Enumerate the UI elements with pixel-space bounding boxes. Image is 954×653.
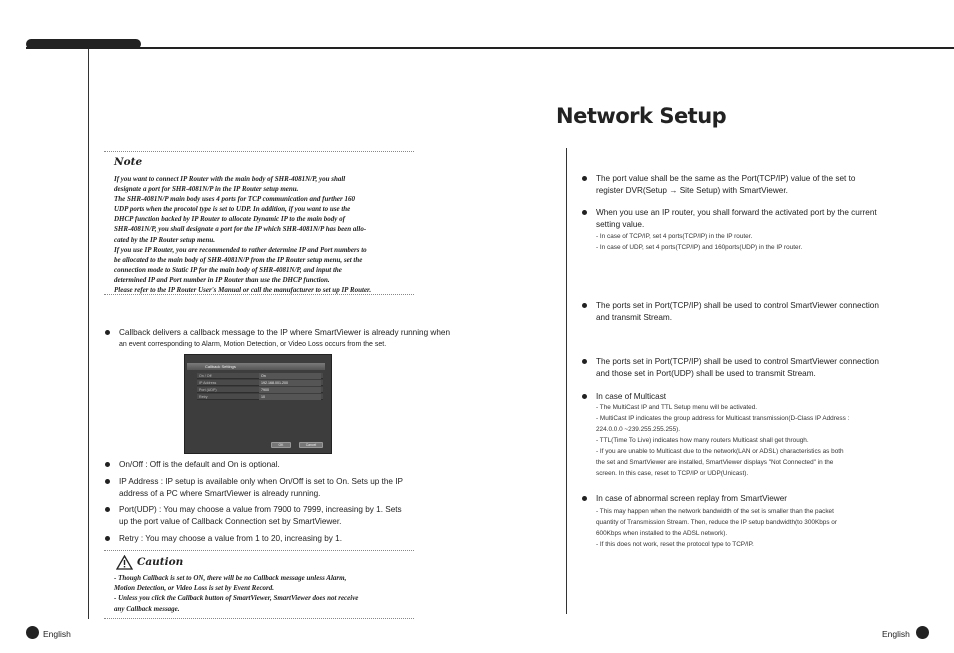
caution-top-divider xyxy=(104,550,414,551)
dialog-title: Callback Settings xyxy=(205,364,236,369)
bullet-dot xyxy=(582,210,587,215)
caution-line: - Unless you click the Callback button of SmartViewer, SmartViewer does not receive xyxy=(114,594,359,603)
note-line: determined IP and Port number in IP Router than use the DHCP function. xyxy=(114,275,330,284)
abnormal-replay-sub-list: - This may happen when the network bandwidth of the set is smaller than the packet quantity of Transmission Stream. Then, reduce the IP setup bandwidth(to 300Kbps or 600Kbps when installed to the ADSL network). - If this does not work, reset the protocol type to TCP/IP. xyxy=(596,508,837,548)
caution-line: - Though Callback is set to ON, there will be no Callback message unless Alarm, xyxy=(114,574,347,582)
bullet-dot xyxy=(105,479,110,484)
onoff-description: On/Off : Off is the default and On is optional. xyxy=(119,459,280,471)
ok-button[interactable]: OK xyxy=(271,442,291,448)
tcpip-ports-note: The ports set in Port(TCP/IP) shall be used to control SmartViewer connection and transmit Stream. xyxy=(596,300,879,324)
footer-right-dot xyxy=(916,626,929,639)
footer-left-language: English xyxy=(43,629,71,639)
bullet-dot xyxy=(582,303,587,308)
note-line: DHCP function backed by IP Router to allocate Dynamic IP to the main body of xyxy=(114,215,345,224)
callback-settings-screenshot xyxy=(184,354,332,454)
ip-router-forward-note: When you use an IP router, you shall forward the activated port by the current setting value. xyxy=(596,207,877,231)
setting-row: Retry 10 xyxy=(197,394,323,400)
note-line: designate a port for SHR-4081N/P in the IP Router setup menu. xyxy=(114,185,299,194)
callback-description: Callback delivers a callback message to the IP where SmartViewer is already running when an event corresponding to Alarm, Motion Detection, or Video Loss occurs from the set. xyxy=(119,327,450,351)
bullet-dot xyxy=(582,176,587,181)
right-margin-rule xyxy=(566,148,567,614)
multicast-heading: In case of Multicast xyxy=(596,391,666,403)
bullet-dot xyxy=(105,536,110,541)
caution-body xyxy=(114,573,358,614)
caution-line: any Callback message. xyxy=(114,604,180,613)
note-line: If you want to connect IP Router with the main body of SHR-4081N/P, you shall xyxy=(114,175,346,183)
note-line: If you use IP Router, you are recommended to rather determine IP and Port numbers to xyxy=(114,245,367,254)
note-title: Note xyxy=(114,156,143,168)
setting-row: On / Off On xyxy=(197,373,323,379)
note-line: Please refer to the IP Router User's Manual or call the manufacturer to set up IP Router. xyxy=(114,286,372,295)
bullet-dot xyxy=(582,394,587,399)
note-line: be allocated to the main body of SHR-4081N/P from the IP Router setup menu, set the xyxy=(114,255,363,264)
footer-right-language: English xyxy=(882,629,910,639)
footer-left-dot xyxy=(26,626,39,639)
note-body xyxy=(114,174,419,295)
cancel-button[interactable]: Cancel xyxy=(299,442,323,448)
note-line: The SHR-4081N/P main body uses 4 ports for TCP communication and further 160 xyxy=(114,195,356,204)
port-value-note: The port value shall be the same as the Port(TCP/IP) value of the set to register DVR(Setup → Site Setup) with SmartViewer. xyxy=(596,173,855,197)
ip-address-description: IP Address : IP setup is available only when On/Off is set to On. Sets up the IP address of a PC where SmartViewer is already running. xyxy=(119,476,403,500)
bullet-dot xyxy=(105,462,110,467)
note-line: SHR-4081N/P, you shall designate a port for the IP which SHR-4081N/P has been allo- xyxy=(114,225,367,234)
bullet-dot xyxy=(582,359,587,364)
header-rule xyxy=(26,47,954,49)
warning-triangle-icon xyxy=(116,555,133,570)
caution-line: Motion Detection, or Video Loss is set by Event Record. xyxy=(114,584,275,593)
caution-bottom-divider xyxy=(104,618,414,619)
setting-row: IP Address 192.168.001.200 xyxy=(197,380,323,386)
retry-description: Retry : You may choose a value from 1 to 20, increasing by 1. xyxy=(119,533,342,545)
left-margin-rule xyxy=(88,49,89,619)
note-top-divider xyxy=(104,151,414,152)
abnormal-replay-heading: In case of abnormal screen replay from SmartViewer xyxy=(596,493,787,505)
note-line: cated by the IP Router setup menu. xyxy=(114,235,216,244)
caution-title: Caution xyxy=(137,556,184,568)
ip-router-sub-list: - In case of TCP/IP, set 4 ports(TCP/IP) in the IP router. - In case of UDP, set 4 ports(TCP/IP) and 160ports(UDP) in the IP router. xyxy=(596,233,803,251)
udp-ports-note: The ports set in Port(TCP/IP) shall be used to control SmartViewer connection and those set in Port(UDP) shall be used to transmit Stream. xyxy=(596,356,879,380)
bullet-dot xyxy=(105,330,110,335)
note-bottom-divider xyxy=(104,294,414,295)
note-line: UDP ports when the procotol type is set to UDP. In addition, if you want to use the xyxy=(114,205,351,214)
multicast-sub-list: - The MultiCast IP and TTL Setup menu will be activated. - MultiCast IP indicates the group address for Multicast transmission(D-Class IP Address : 224.0.0.0 ~239.255.255.255). - TTL(Time To Live) indicates how many routers Multicast shall get through. - If you are unable to Multicast due to the network(LAN or ADSL) characteristics as both the set and SmartViewer are installed, SmartViewer displays "Not Connected" in the screen. In this case, reset to TCP/IP or UDP(Unicast). xyxy=(596,404,850,477)
setting-row: Port (UDP) 7900 xyxy=(197,387,323,393)
port-udp-description: Port(UDP) : You may choose a value from 7900 to 7999, increasing by 1. Sets up the port value of Callback Connection set by SmartViewer. xyxy=(119,504,402,528)
bullet-dot xyxy=(582,496,587,501)
bullet-dot xyxy=(105,507,110,512)
page-title: Network Setup xyxy=(556,104,727,128)
note-line: connection mode to Static IP for the main body of SHR-4081N/P, and input the xyxy=(114,265,342,274)
